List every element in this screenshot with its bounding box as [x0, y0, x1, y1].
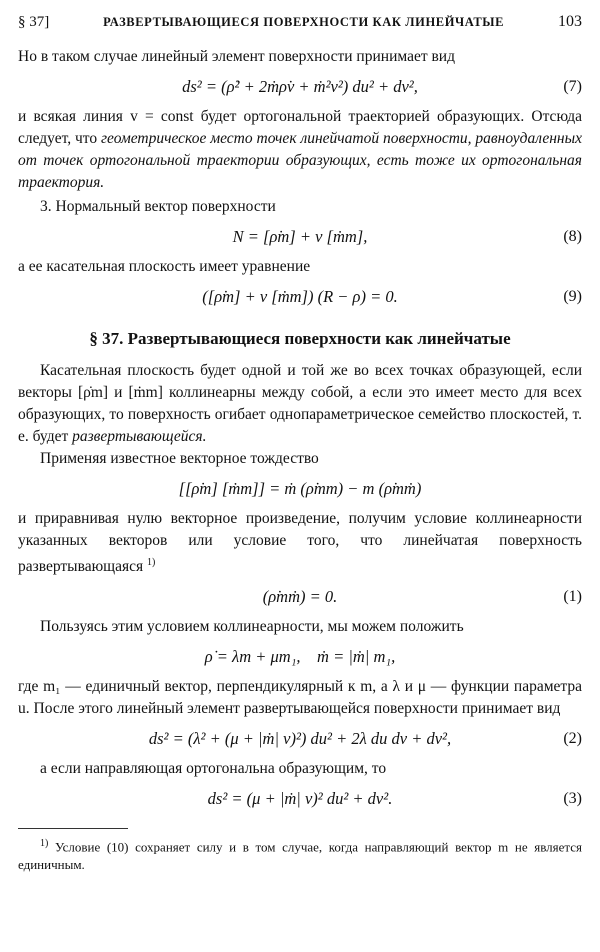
equation-3	[18, 780, 582, 818]
equation-2	[18, 720, 582, 758]
paragraph-1: Но в таком случае линейный элемент поверхности принимает вид	[18, 48, 455, 65]
equation-2-number: (2)	[563, 730, 582, 748]
paragraph-5	[18, 360, 582, 448]
equation-7	[18, 68, 582, 106]
page-number: 103	[557, 13, 582, 30]
equation-9-formula: ([ρ̇m] + v [ṁm]) (R − ρ) = 0.	[202, 287, 398, 306]
equation-1	[18, 578, 582, 616]
equation-7-formula: ds² = (ρ̇² + 2ṁρ̇v + ṁ²v²) du² + dv²,	[182, 77, 418, 96]
paragraph-10: а если направляющая ортогональна образующим, то	[40, 760, 387, 778]
paragraph-8: Пользуясь этим условием коллинеарности, мы можем положить	[40, 618, 464, 636]
equation-1-formula: (ρ̇mṁ) = 0.	[262, 587, 338, 607]
section-title: § 37. Развертывающиеся поверхности как линейчатые	[89, 329, 511, 348]
running-title: РАЗВЕРТЫВАЮЩИЕСЯ ПОВЕРХНОСТИ КАК ЛИНЕЙЧАТЫЕ	[103, 15, 505, 29]
equation-3-number: (3)	[563, 790, 582, 808]
paragraph-7	[18, 508, 582, 578]
footnote-mark: 1)	[40, 838, 49, 850]
paragraph-7-text: и приравнивая нулю векторное произведение, получим условие коллинеарности указанных векторов или условие того, что линейчатая поверхность развертывающаяся	[18, 510, 582, 576]
paragraph-5-term: развертывающейся.	[72, 428, 207, 445]
equation-2-formula: ds² = (λ² + (μ + |ṁ| v)²) du² + 2λ du dv + dv²,	[148, 729, 452, 749]
footnote-divider	[18, 828, 128, 829]
equation-identity	[18, 470, 582, 508]
equation-8-formula: N = [ρ̇m] + v [ṁm],	[232, 227, 368, 246]
equation-identity-formula: [[ρ̇m] [ṁm]] = ṁ (ρ̇mm) − m (ρ̇mṁ)	[178, 479, 422, 498]
equation-7-number: (7)	[563, 78, 582, 95]
equation-9	[18, 278, 582, 316]
footnote-text: Условие (10) сохраняет силу и в том случае, когда направляющий вектор m не является единичным.	[18, 839, 583, 873]
equation-substitution-formula: ρ̇ = λm + μm₁, ṁ = |ṁ| m₁,	[204, 647, 396, 667]
paragraph-5-text: Касательная плоскость будет одной и той же во всех точках образующей, если векторы [ρ̇m] и [ṁm] коллинеарны между собой, а если это имеет место для всех образующих, то поверхность огибает однопараметрическое семейство плоскостей, т. е. будет	[18, 362, 582, 445]
equation-8-number: (8)	[563, 228, 582, 245]
paragraph-2-theorem: геометрическое место точек линейчатой поверхности, равноудаленных от точек ортогональной траектории образующих, есть тоже их ортогональная траектория.	[18, 130, 582, 191]
paragraph-4: а ее касательная плоскость имеет уравнение	[18, 258, 311, 275]
paragraph-2	[18, 106, 582, 194]
footnote-ref[interactable]: 1)	[147, 557, 156, 568]
paragraph-9: где m₁ — единичный вектор, перпендикулярный к m, а λ и μ — функции параметра u. После этого линейный элемент развертывающейся поверхности принимает вид	[18, 678, 582, 718]
header-section: § 37]	[18, 14, 50, 30]
paragraph-2-text: и всякая линия v = const будет ортогональной траекторией образующих. Отсюда следует, что	[18, 108, 582, 147]
equation-3-formula: ds² = (μ + |ṁ| v)² du² + dv².	[207, 789, 393, 809]
paragraph-3: 3. Нормальный вектор поверхности	[40, 198, 276, 215]
equation-8	[18, 218, 582, 256]
equation-1-number: (1)	[563, 588, 582, 606]
equation-substitution	[18, 638, 582, 676]
equation-9-number: (9)	[563, 288, 582, 305]
page-header	[18, 8, 582, 36]
footnote	[18, 835, 582, 874]
paragraph-6: Применяя известное векторное тождество	[40, 450, 319, 467]
page-body	[18, 46, 582, 874]
